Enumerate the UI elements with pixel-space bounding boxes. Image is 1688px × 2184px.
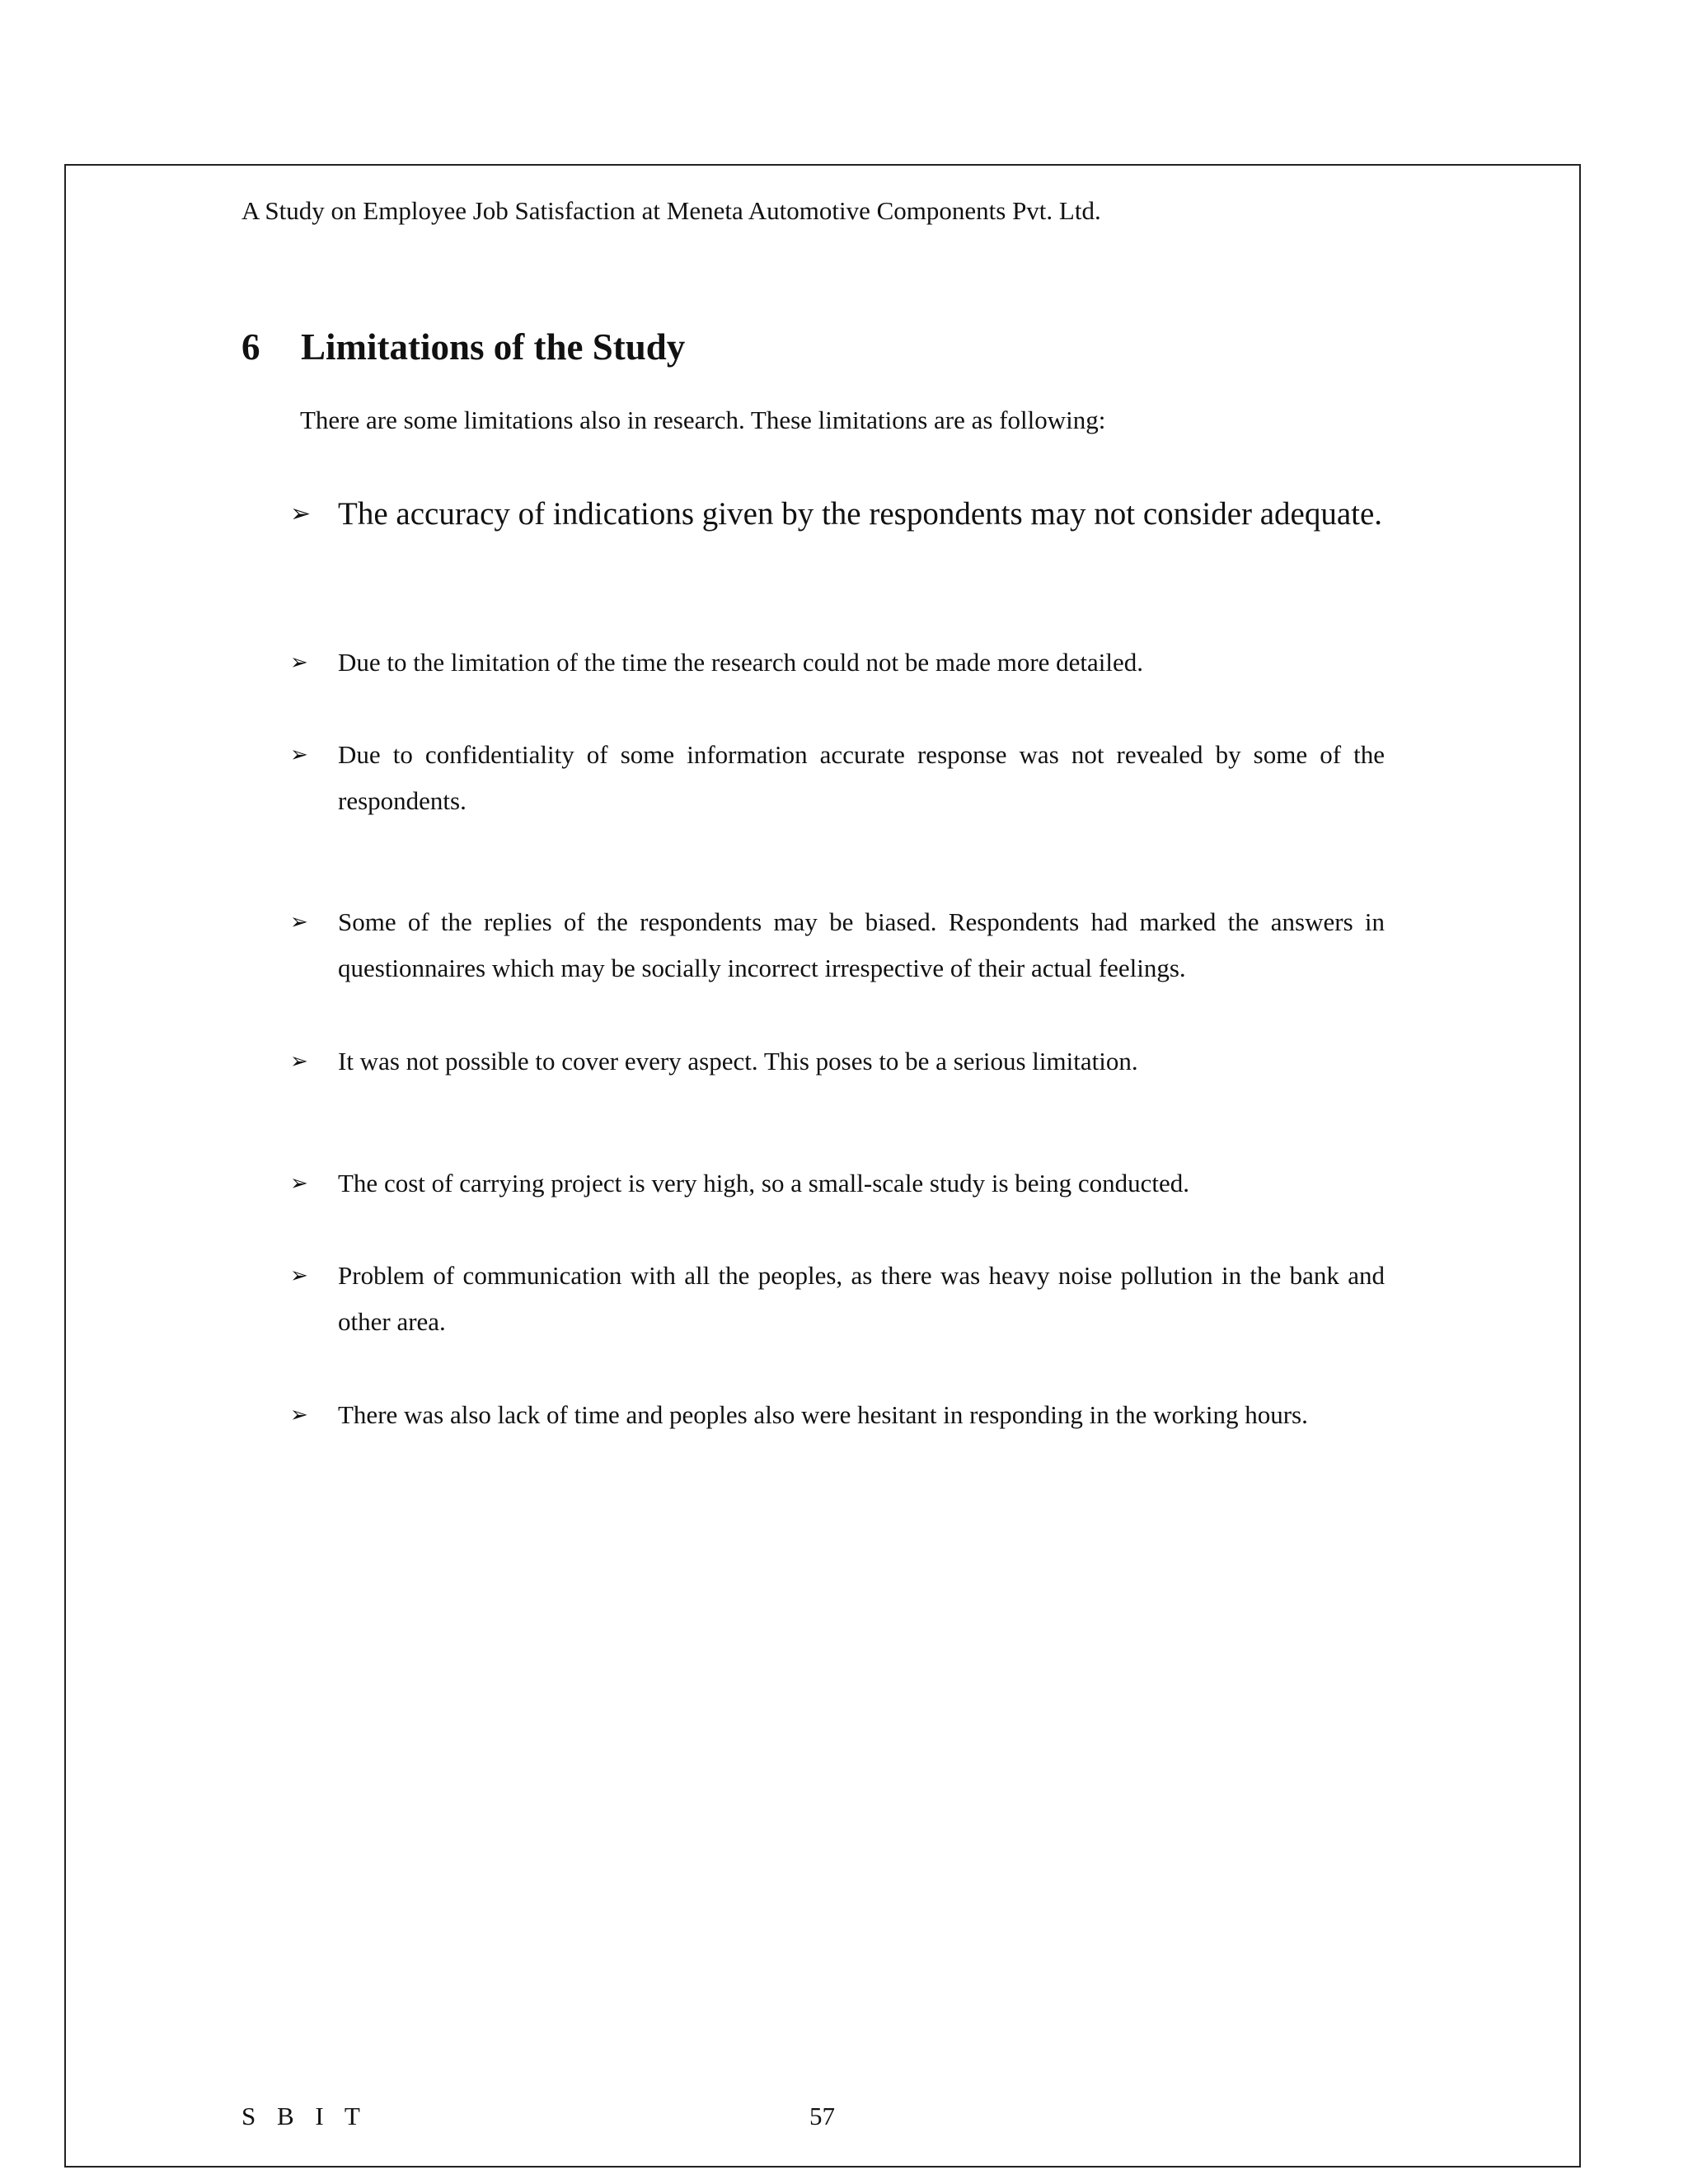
section-number: 6 — [241, 326, 260, 368]
running-header: A Study on Employee Job Satisfaction at Meneta Automotive Components Pvt. Ltd. — [241, 196, 1101, 225]
intro-paragraph: There are some limitations also in research. These limitations are as following: — [300, 405, 1106, 434]
bullet-text: There was also lack of time and peoples also were hesitant in responding in the working hours. — [338, 1400, 1308, 1429]
bullet-text: Due to confidentiality of some information accurate response was not revealed by some of the respondents. — [338, 740, 1385, 815]
section-heading — [241, 324, 685, 370]
arrowhead-bullet-icon: ➢ — [290, 650, 308, 675]
arrowhead-bullet-icon: ➢ — [290, 743, 308, 767]
arrowhead-bullet-icon: ➢ — [290, 1263, 308, 1288]
footer-institution: S B I T — [241, 2102, 368, 2130]
arrowhead-bullet-icon: ➢ — [290, 1049, 308, 1074]
arrowhead-bullet-icon: ➢ — [290, 499, 312, 528]
bullet-text: It was not possible to cover every aspect. This poses to be a serious limitation. — [338, 1047, 1138, 1076]
bullet-text: Problem of communication with all the peoples, as there was heavy noise pollution in the bank and other area. — [338, 1261, 1385, 1336]
page-number: 57 — [809, 2102, 835, 2130]
arrowhead-bullet-icon: ➢ — [290, 1171, 308, 1196]
arrowhead-bullet-icon: ➢ — [290, 910, 308, 935]
arrowhead-bullet-icon: ➢ — [290, 1403, 308, 1427]
bullet-text: The accuracy of indications given by the respondents may not consider adequate. — [338, 496, 1383, 532]
bullet-text: Some of the replies of the respondents may be biased. Respondents had marked the answers in questionnaires which may be socially incorrect irrespective of their actual feelings. — [338, 907, 1385, 982]
section-title: Limitations of the Study — [301, 326, 686, 368]
bullet-text: The cost of carrying project is very high, so a small-scale study is being conducted. — [338, 1169, 1190, 1197]
bullet-text: Due to the limitation of the time the research could not be made more detailed. — [338, 648, 1144, 677]
